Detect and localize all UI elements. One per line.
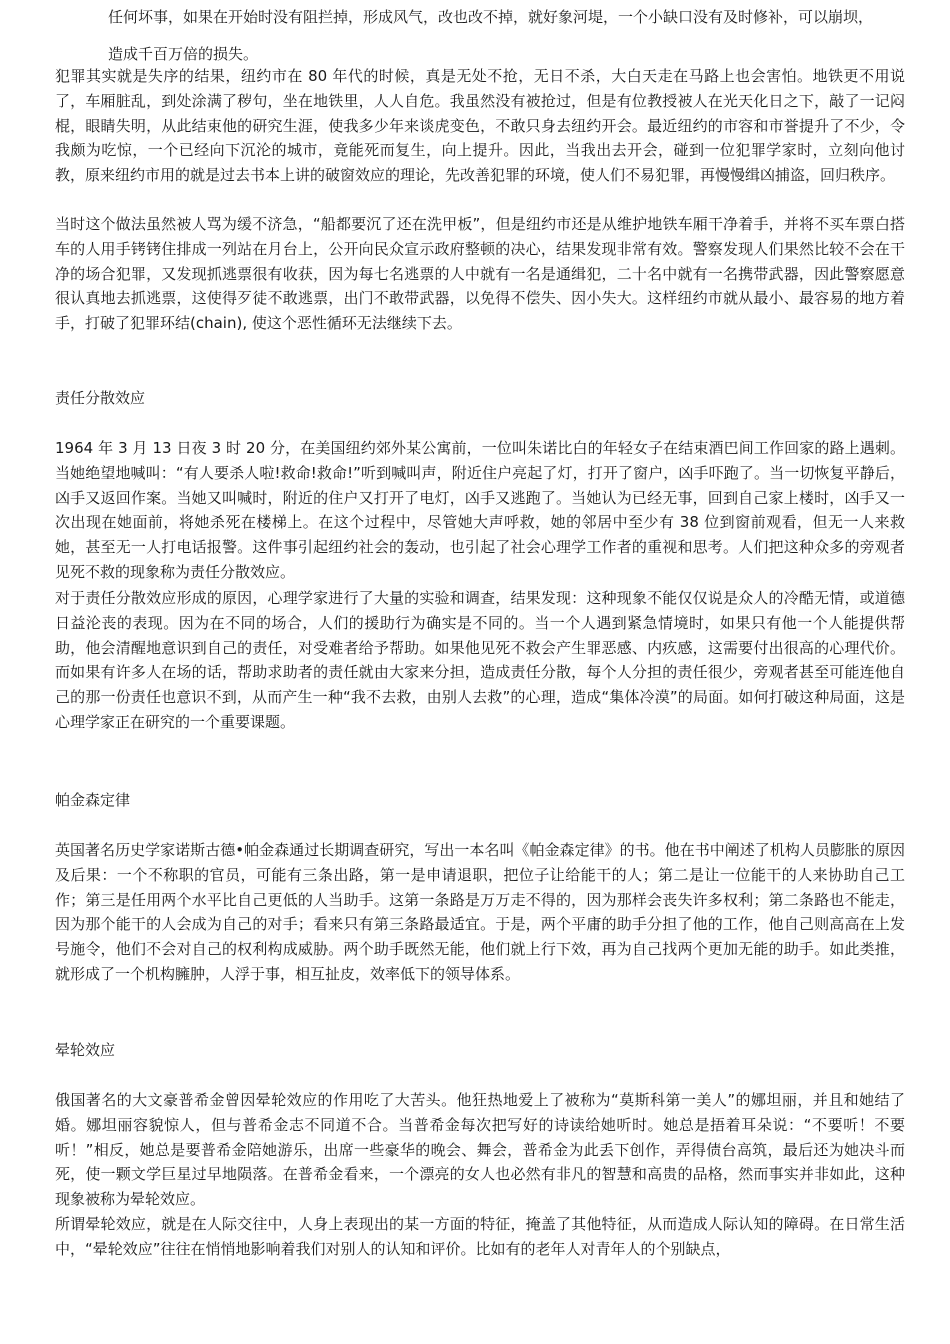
broken-window-paragraph-1: 犯罪其实就是失序的结果，纽约市在 80 年代的时候，真是无处不抢，无日不杀，大白天走在马路上也会害怕。地铁更不用说了，车厢脏乱，到处涂满了秽句，坐在地铁里，人人自危。我虽然没有被抢过，但是有位教授被人在光天化日之下，敲了一记闷棍，眼睛失明，从此结束他的研究生涯，使我多少年来谈虎变色，不敢只身去纽约开会。最近纽约的市容和市誉提升了不少，令我颇为吃惊，一个已经向下沉沦的城市，竟能死而复生，向上提升。因此，当我出去开会，碰到一位犯罪学家时，立刻向他讨教，原来纽约市用的就是过去书本上讲的破窗效应的理论，先改善犯罪的环境，使人们不易犯罪，再慢慢缉凶捕盗，回归秩序。: [55, 67, 905, 185]
diffusion-paragraph-1: 1964 年 3 月 13 日夜 3 时 20 分，在美国纽约郊外某公寓前，一位叫朱诺比白的年轻女子在结束酒巴间工作回家的路上遇刺。当她绝望地喊叫：“有人要杀人啦!救命!救命!”听到喊叫声，附近住户亮起了灯，打开了窗户，凶手吓跑了。当一切恢复平静后，凶手又返回作案。当她又叫喊时，附近的住户又打开了电灯，凶手又逃跑了。当她认为已经无事，回到自己家上楼时，凶手又一次出现在她面前，将她杀死在楼梯上。在这个过程中，尽管她大声呼救，她的邻居中至少有 38 位到窗前观看，但无一人来救她，甚至无一人打电话报警。这件事引起纽约社会的轰动，也引起了社会心理学工作者的重视和思考。人们把这种众多的旁观者见死不救的现象称为责任分散效应。: [55, 439, 905, 581]
section-heading-halo: 晕轮效应: [55, 1041, 116, 1059]
halo-paragraph-1: 俄国著名的大文豪普希金曾因晕轮效应的作用吃了大苦头。他狂热地爱上了被称为“莫斯科第一美人”的娜坦丽，并且和她结了婚。娜坦丽容貌惊人，但与普希金志不同道不合。当普希金每次把写好的诗读给她听时。她总是捂着耳朵说：“不要听！不要听！”相反，她总是要普希金陪她游乐，出席一些豪华的晚会、舞会，普希金为此丢下创作，弄得债台高筑，最后还为她决斗而死，使一颗文学巨星过早地陨落。在普希金看来，一个漂亮的女人也必然有非凡的智慧和高贵的品格，然而事实并非如此，这种现象被称为晕轮效应。: [55, 1091, 905, 1209]
diffusion-paragraph-2: 对于责任分散效应形成的原因，心理学家进行了大量的实验和调查，结果发现：这种现象不能仅仅说是众人的冷酷无情，或道德日益沦丧的表现。因为在不同的场合，人们的援助行为确实是不同的。当一个人遇到紧急情境时，如果只有他一个人能提供帮助，他会清醒地意识到自己的责任，对受难者给予帮助。如果他见死不救会产生罪恶感、内疚感，这需要付出很高的心理代价。而如果有许多人在场的话，帮助求助者的责任就由大家来分担，造成责任分散，每个人分担的责任很少，旁观者甚至可能连他自己的那一份责任也意识不到，从而产生一种“我不去救，由别人去救”的心理，造成“集体冷漠”的局面。如何打破这种局面，这是心理学家正在研究的一个重要课题。: [55, 589, 905, 731]
broken-window-paragraph-2: 当时这个做法虽然被人骂为缓不济急，“船都要沉了还在洗甲板”，但是纽约市还是从维护地铁车厢干净着手，并将不买车票白搭车的人用手铐铐住排成一列站在月台上，公开向民众宣示政府整顿的决心，结果发现非常有效。警察发现人们果然比较不会在干净的场合犯罪，又发现抓逃票很有收获，因为每七名逃票的人中就有一名是通缉犯，二十名中就有一名携带武器，因此警察愿意很认真地去抓逃票，这使得歹徒不敢逃票，出门不敢带武器，以免得不偿失、因小失大。这样纽约市就从最小、最容易的地方着手，打破了犯罪环结(chain), 使这个恶性循环无法继续下去。: [55, 215, 905, 333]
intro-line-2: 造成千百万倍的损失。: [108, 45, 259, 63]
parkinson-paragraph-1: 英国著名历史学家诺斯古德•帕金森通过长期调查研究，写出一本名叫《帕金森定律》的书。他在书中阐述了机构人员膨胀的原因及后果：一个不称职的官员，可能有三条出路，第一是申请退职，把位子让给能干的人；第二是让一位能干的人来协助自己工作；第三是任用两个水平比自己更低的人当助手。这第一条路是万万走不得的，因为那样会丧失许多权利；第二条路也不能走，因为那个能干的人会成为自己的对手；看来只有第三条路最适宜。于是，两个平庸的助手分担了他的工作，他自己则高高在上发号施令，他们不会对自己的权利构成威胁。两个助手既然无能，他们就上行下效，再为自己找两个更加无能的助手。如此类推，就形成了一个机构臃肿，人浮于事，相互扯皮，效率低下的领导体系。: [55, 841, 905, 983]
section-heading-parkinson: 帕金森定律: [55, 791, 131, 809]
intro-line-1: 任何坏事，如果在开始时没有阻拦掉，形成风气，改也改不掉，就好象河堤，一个小缺口没有及时修补，可以崩坝，: [108, 8, 874, 26]
section-heading-diffusion: 责任分散效应: [55, 389, 146, 407]
halo-paragraph-2: 所谓晕轮效应，就是在人际交往中，人身上表现出的某一方面的特征，掩盖了其他特征，从而造成人际认知的障碍。在日常生活中，“晕轮效应”往往在悄悄地影响着我们对别人的认知和评价。比如有的老年人对青年人的个别缺点，: [55, 1215, 905, 1258]
